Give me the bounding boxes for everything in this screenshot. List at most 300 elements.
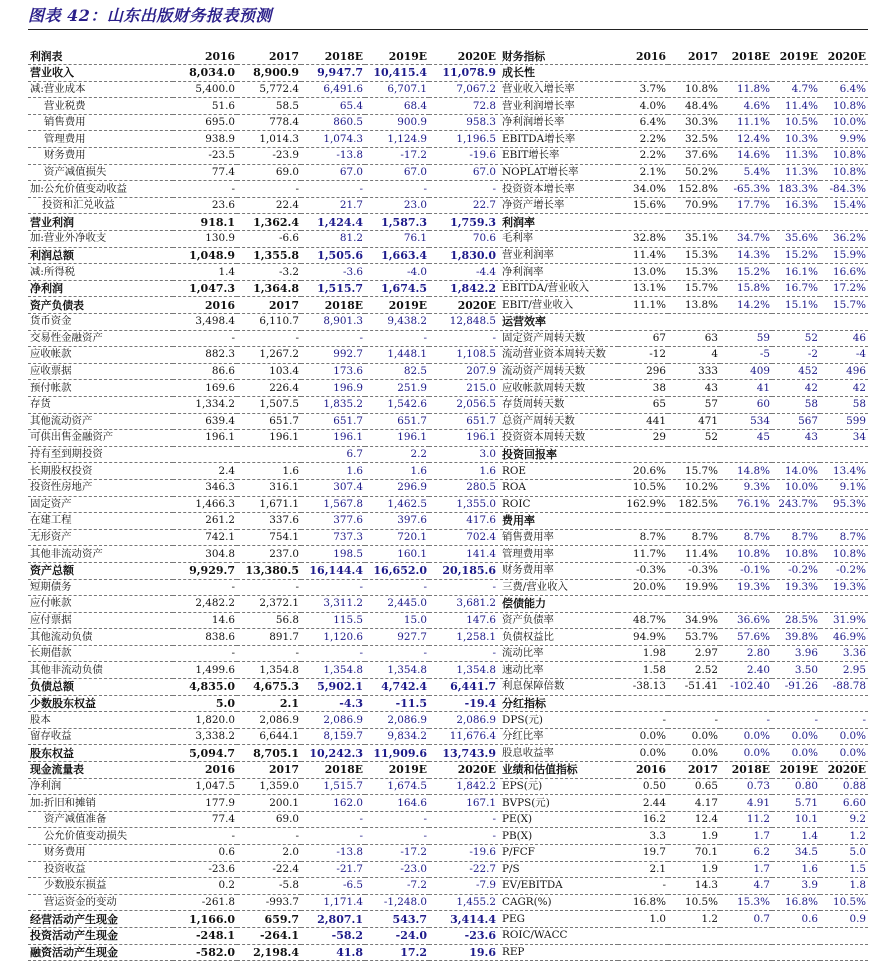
cell-value: 3.7% bbox=[618, 81, 668, 98]
ratio-row bbox=[500, 679, 868, 696]
ratio-row bbox=[500, 695, 868, 712]
cell-value: 0.6 bbox=[173, 845, 237, 862]
cell-value: 39.8% bbox=[772, 629, 820, 646]
row-label: 存货 bbox=[28, 396, 173, 413]
cell-value bbox=[720, 446, 772, 463]
cell-value: 35.1% bbox=[668, 231, 720, 248]
cell-value: 1,334.2 bbox=[173, 396, 237, 413]
cell-value bbox=[820, 314, 868, 331]
cell-value: 737.3 bbox=[301, 529, 365, 546]
row-label: 股息收益率 bbox=[500, 745, 618, 762]
cell-value: - bbox=[429, 330, 498, 347]
cell-value bbox=[772, 214, 820, 231]
cell-value: - bbox=[301, 579, 365, 596]
cell-value: 15.9% bbox=[820, 247, 868, 264]
cell-value: 1,671.1 bbox=[237, 496, 301, 513]
statement-row bbox=[28, 546, 498, 563]
cell-value: 15.0 bbox=[365, 612, 429, 629]
cell-value: 2.1 bbox=[618, 861, 668, 878]
row-label: 投资资本周转天数 bbox=[500, 430, 618, 447]
row-label: 应收帐款周转天数 bbox=[500, 380, 618, 397]
cell-value: 1,120.6 bbox=[301, 629, 365, 646]
row-label: 投资和汇兑收益 bbox=[28, 197, 173, 214]
cell-value: 1.4 bbox=[173, 264, 237, 281]
statement-row bbox=[28, 380, 498, 397]
cell-value: 1,462.5 bbox=[365, 496, 429, 513]
row-label: 营运资金的变动 bbox=[28, 894, 173, 911]
row-label: 短期债务 bbox=[28, 579, 173, 596]
cell-value: 1,354.8 bbox=[365, 662, 429, 679]
cell-value: 3,414.4 bbox=[429, 911, 498, 928]
cell-value: -12 bbox=[618, 347, 668, 364]
cell-value: 377.6 bbox=[301, 513, 365, 530]
statement-row bbox=[28, 463, 498, 480]
cell-value: -22.4 bbox=[237, 861, 301, 878]
row-label: DPS(元) bbox=[500, 712, 618, 729]
cell-value: 103.4 bbox=[237, 363, 301, 380]
cell-value: 196.1 bbox=[301, 430, 365, 447]
cell-value: -65.3% bbox=[720, 181, 772, 198]
cell-value: 130.9 bbox=[173, 231, 237, 248]
cell-value bbox=[668, 214, 720, 231]
cell-value: 34 bbox=[820, 430, 868, 447]
ratio-row bbox=[500, 181, 868, 198]
cell-value: 10.5% bbox=[820, 894, 868, 911]
row-label: ROIC bbox=[500, 496, 618, 513]
cell-value: 5,902.1 bbox=[301, 679, 365, 696]
page-title: 图表 42：山东出版财务报表预测 bbox=[28, 6, 272, 25]
row-label: 股东权益 bbox=[28, 745, 173, 762]
cell-value: 13.0% bbox=[618, 264, 668, 281]
cell-value: 15.6% bbox=[618, 197, 668, 214]
cell-value: 1.0 bbox=[618, 911, 668, 928]
ratio-row bbox=[500, 927, 868, 944]
statement-row bbox=[28, 596, 498, 613]
cell-value: 409 bbox=[720, 363, 772, 380]
cell-value: 2.97 bbox=[668, 645, 720, 662]
cell-value: 243.7% bbox=[772, 496, 820, 513]
cell-value bbox=[668, 944, 720, 961]
statement-row bbox=[28, 811, 498, 828]
cell-value: 67.0 bbox=[301, 164, 365, 181]
statement-row bbox=[28, 114, 498, 131]
ratio-row bbox=[500, 430, 868, 447]
cell-value: 77.4 bbox=[173, 811, 237, 828]
cell-value: 13.4% bbox=[820, 463, 868, 480]
cell-value: 11.3% bbox=[772, 148, 820, 165]
ratio-row bbox=[500, 314, 868, 331]
cell-value: -23.0 bbox=[365, 861, 429, 878]
cell-value: 52 bbox=[772, 330, 820, 347]
statement-row bbox=[28, 529, 498, 546]
cell-value: 6.4% bbox=[618, 114, 668, 131]
cell-value: 173.6 bbox=[301, 363, 365, 380]
row-label: 营业利润 bbox=[28, 214, 173, 231]
row-label: 交易性金融资产 bbox=[28, 330, 173, 347]
cell-value: 162.0 bbox=[301, 795, 365, 812]
cell-value: 1.7 bbox=[720, 861, 772, 878]
cell-value: 0.6 bbox=[772, 911, 820, 928]
cell-value: 45 bbox=[720, 430, 772, 447]
cell-value: 115.5 bbox=[301, 612, 365, 629]
cell-value: 599 bbox=[820, 413, 868, 430]
cell-value: 22.7 bbox=[429, 197, 498, 214]
cell-value: 2016 bbox=[173, 48, 237, 65]
cell-value bbox=[668, 446, 720, 463]
row-label: PE(X) bbox=[500, 811, 618, 828]
statement-row bbox=[28, 98, 498, 115]
cell-value: 237.0 bbox=[237, 546, 301, 563]
statement-row bbox=[28, 778, 498, 795]
row-label: P/FCF bbox=[500, 845, 618, 862]
cell-value: 30.3% bbox=[668, 114, 720, 131]
cell-value: - bbox=[365, 645, 429, 662]
cell-value: -261.8 bbox=[173, 894, 237, 911]
row-label: 偿债能力 bbox=[500, 596, 618, 613]
cell-value: 9,834.2 bbox=[365, 728, 429, 745]
cell-value: 215.0 bbox=[429, 380, 498, 397]
cell-value: 70.6 bbox=[429, 231, 498, 248]
cell-value: 177.9 bbox=[173, 795, 237, 812]
cell-value: 2.80 bbox=[720, 645, 772, 662]
cell-value: 11,078.9 bbox=[429, 65, 498, 82]
cell-value: 43 bbox=[668, 380, 720, 397]
row-label: 持有至到期投资 bbox=[28, 446, 173, 463]
cell-value: 2.95 bbox=[820, 662, 868, 679]
cell-value: 70.9% bbox=[668, 197, 720, 214]
cell-value: - bbox=[429, 811, 498, 828]
cell-value: 1,515.7 bbox=[301, 778, 365, 795]
cell-value bbox=[772, 446, 820, 463]
cell-value: 8.7% bbox=[668, 529, 720, 546]
cell-value: 19.3% bbox=[820, 579, 868, 596]
statement-row bbox=[28, 795, 498, 812]
cell-value bbox=[668, 314, 720, 331]
cell-value: - bbox=[173, 579, 237, 596]
cell-value bbox=[820, 927, 868, 944]
cell-value: 938.9 bbox=[173, 131, 237, 148]
cell-value: 11.4% bbox=[618, 247, 668, 264]
cell-value bbox=[668, 65, 720, 82]
cell-value: - bbox=[429, 579, 498, 596]
cell-value bbox=[720, 596, 772, 613]
cell-value: 11.8% bbox=[720, 81, 772, 98]
ratio-row bbox=[500, 496, 868, 513]
row-label: 经营活动产生现金 bbox=[28, 911, 173, 928]
cell-value: 0.80 bbox=[772, 778, 820, 795]
statement-row bbox=[28, 214, 498, 231]
cell-value: 1,455.2 bbox=[429, 894, 498, 911]
row-label: ROA bbox=[500, 479, 618, 496]
row-label: EBITDA增长率 bbox=[500, 131, 618, 148]
cell-value: 441 bbox=[618, 413, 668, 430]
cell-value: - bbox=[365, 828, 429, 845]
cell-value: 0.65 bbox=[668, 778, 720, 795]
cell-value: 2016 bbox=[173, 762, 237, 779]
cell-value bbox=[720, 214, 772, 231]
ratio-row bbox=[500, 845, 868, 862]
cell-value: 8.7% bbox=[618, 529, 668, 546]
cell-value: -51.41 bbox=[668, 679, 720, 696]
cell-value: 11.7% bbox=[618, 546, 668, 563]
cell-value: 58 bbox=[820, 396, 868, 413]
cell-value: 2019E bbox=[365, 297, 429, 314]
cell-value: -19.4 bbox=[429, 695, 498, 712]
cell-value: 8,901.3 bbox=[301, 314, 365, 331]
cell-value: 4,742.4 bbox=[365, 679, 429, 696]
cell-value: 17.2 bbox=[365, 944, 429, 961]
cell-value: 207.9 bbox=[429, 363, 498, 380]
cell-value: 754.1 bbox=[237, 529, 301, 546]
statement-row bbox=[28, 181, 498, 198]
cell-value: 22.4 bbox=[237, 197, 301, 214]
ratio-row bbox=[500, 131, 868, 148]
cell-value: 2018E bbox=[720, 762, 772, 779]
cell-value: 19.3% bbox=[720, 579, 772, 596]
cell-value: -17.2 bbox=[365, 148, 429, 165]
cell-value: 2017 bbox=[237, 297, 301, 314]
cell-value: 2,086.9 bbox=[301, 712, 365, 729]
cell-value: 2020E bbox=[429, 297, 498, 314]
ratio-row bbox=[500, 65, 868, 82]
cell-value: 8.7% bbox=[820, 529, 868, 546]
cell-value: 1.6 bbox=[237, 463, 301, 480]
cell-value: 6,441.7 bbox=[429, 679, 498, 696]
cell-value: 2020E bbox=[820, 48, 868, 65]
cell-value: 2018E bbox=[301, 762, 365, 779]
cell-value: 57.6% bbox=[720, 629, 772, 646]
cell-value: 10.2% bbox=[668, 479, 720, 496]
row-label: 三费/营业收入 bbox=[500, 579, 618, 596]
cell-value bbox=[668, 596, 720, 613]
cell-value: 2020E bbox=[820, 762, 868, 779]
cell-value: 2.52 bbox=[668, 662, 720, 679]
ratio-row bbox=[500, 811, 868, 828]
cell-value: 19.9% bbox=[668, 579, 720, 596]
cell-value: 2019E bbox=[772, 762, 820, 779]
statement-row bbox=[28, 745, 498, 762]
row-label: 加:公允价值变动收益 bbox=[28, 181, 173, 198]
cell-value: 333 bbox=[668, 363, 720, 380]
ratio-row bbox=[500, 297, 868, 314]
cell-value: 261.2 bbox=[173, 513, 237, 530]
cell-value: 12.4 bbox=[668, 811, 720, 828]
row-label: 公允价值变动损失 bbox=[28, 828, 173, 845]
cell-value: 67 bbox=[618, 330, 668, 347]
row-label: 流动营业资本周转天数 bbox=[500, 347, 618, 364]
row-label: 应付票据 bbox=[28, 612, 173, 629]
cell-value: 927.7 bbox=[365, 629, 429, 646]
cell-value: 53.7% bbox=[668, 629, 720, 646]
cell-value: 81.2 bbox=[301, 231, 365, 248]
row-label: 销售费用 bbox=[28, 114, 173, 131]
row-label: 无形资产 bbox=[28, 529, 173, 546]
ratio-row bbox=[500, 164, 868, 181]
row-label: 融资活动产生现金 bbox=[28, 944, 173, 961]
cell-value: 9.3% bbox=[720, 479, 772, 496]
cell-value: 2018E bbox=[301, 48, 365, 65]
cell-value: 651.7 bbox=[365, 413, 429, 430]
row-label: 货币资金 bbox=[28, 314, 173, 331]
cell-value: 4 bbox=[668, 347, 720, 364]
row-label: 利息保障倍数 bbox=[500, 679, 618, 696]
cell-value: 1,674.5 bbox=[365, 778, 429, 795]
cell-value: 1.2 bbox=[668, 911, 720, 928]
cell-value: -264.1 bbox=[237, 927, 301, 944]
cell-value: 15.3% bbox=[720, 894, 772, 911]
statement-row bbox=[28, 911, 498, 928]
cell-value: - bbox=[301, 181, 365, 198]
cell-value: -4.0 bbox=[365, 264, 429, 281]
cell-value: 70.1 bbox=[668, 845, 720, 862]
cell-value: 838.6 bbox=[173, 629, 237, 646]
row-label: 费用率 bbox=[500, 513, 618, 530]
cell-value: 36.6% bbox=[720, 612, 772, 629]
statement-row bbox=[28, 944, 498, 961]
cell-value: 296.9 bbox=[365, 479, 429, 496]
cell-value: 3,681.2 bbox=[429, 596, 498, 613]
cell-value: 4,835.0 bbox=[173, 679, 237, 696]
cell-value: - bbox=[237, 330, 301, 347]
row-label: 资产总额 bbox=[28, 562, 173, 579]
cell-value: -58.2 bbox=[301, 927, 365, 944]
cell-value bbox=[618, 695, 668, 712]
cell-value: 2,056.5 bbox=[429, 396, 498, 413]
cell-value: 14.8% bbox=[720, 463, 772, 480]
cell-value: 651.7 bbox=[237, 413, 301, 430]
cell-value: 1.98 bbox=[618, 645, 668, 662]
ratio-row bbox=[500, 728, 868, 745]
statement-row bbox=[28, 894, 498, 911]
cell-value: 56.8 bbox=[237, 612, 301, 629]
cell-value: 2,086.9 bbox=[237, 712, 301, 729]
cell-value: 15.7% bbox=[668, 280, 720, 297]
cell-value bbox=[668, 513, 720, 530]
row-label: EV/EBITDA bbox=[500, 878, 618, 895]
cell-value: 10.5% bbox=[618, 479, 668, 496]
cell-value: 337.6 bbox=[237, 513, 301, 530]
row-label: PEG bbox=[500, 911, 618, 928]
cell-value: 1,759.3 bbox=[429, 214, 498, 231]
cell-value: 1,448.1 bbox=[365, 347, 429, 364]
cell-value: -22.7 bbox=[429, 861, 498, 878]
cell-value: 0.73 bbox=[720, 778, 772, 795]
cell-value: 860.5 bbox=[301, 114, 365, 131]
cell-value: -6.6 bbox=[237, 231, 301, 248]
cell-value: 304.8 bbox=[173, 546, 237, 563]
ratio-row bbox=[500, 828, 868, 845]
cell-value: 69.0 bbox=[237, 811, 301, 828]
cell-value: 2020E bbox=[429, 762, 498, 779]
cell-value: 452 bbox=[772, 363, 820, 380]
cell-value: 46.9% bbox=[820, 629, 868, 646]
cell-value: - bbox=[173, 181, 237, 198]
cell-value: 4,675.3 bbox=[237, 679, 301, 696]
row-label: EBITDA/营业收入 bbox=[500, 280, 618, 297]
cell-value: - bbox=[301, 645, 365, 662]
cell-value: 50.2% bbox=[668, 164, 720, 181]
cell-value: 67.0 bbox=[429, 164, 498, 181]
cell-value: 2018E bbox=[301, 297, 365, 314]
cell-value: 167.1 bbox=[429, 795, 498, 812]
statement-row bbox=[28, 48, 498, 65]
cell-value: 778.4 bbox=[237, 114, 301, 131]
statement-row bbox=[28, 231, 498, 248]
cell-value: 2,086.9 bbox=[365, 712, 429, 729]
cell-value: -88.78 bbox=[820, 679, 868, 696]
cell-value bbox=[720, 944, 772, 961]
row-label: REP bbox=[500, 944, 618, 961]
row-label: 负债总额 bbox=[28, 679, 173, 696]
cell-value: 1.7 bbox=[720, 828, 772, 845]
row-label: 其他流动资产 bbox=[28, 413, 173, 430]
cell-value: 8.7% bbox=[772, 529, 820, 546]
cell-value: 48.7% bbox=[618, 612, 668, 629]
cell-value: -23.5 bbox=[173, 148, 237, 165]
cell-value: 4.91 bbox=[720, 795, 772, 812]
cell-value: 1,196.5 bbox=[429, 131, 498, 148]
cell-value bbox=[618, 65, 668, 82]
cell-value: 72.8 bbox=[429, 98, 498, 115]
cell-value: 3.3 bbox=[618, 828, 668, 845]
cell-value: - bbox=[429, 828, 498, 845]
cell-value: 0.0% bbox=[618, 728, 668, 745]
cell-value: 1.2 bbox=[820, 828, 868, 845]
cell-value: - bbox=[429, 645, 498, 662]
cell-value: 35.6% bbox=[772, 231, 820, 248]
cell-value: 5,772.4 bbox=[237, 81, 301, 98]
cell-value: - bbox=[301, 330, 365, 347]
cell-value: 19.7 bbox=[618, 845, 668, 862]
cell-value: 2.40 bbox=[720, 662, 772, 679]
cell-value bbox=[618, 214, 668, 231]
cell-value: - bbox=[301, 811, 365, 828]
cell-value: 5,400.0 bbox=[173, 81, 237, 98]
cell-value: 3.96 bbox=[772, 645, 820, 662]
cell-value: -0.2% bbox=[820, 562, 868, 579]
financial-ratios-table bbox=[500, 48, 868, 961]
cell-value bbox=[820, 596, 868, 613]
ratio-row bbox=[500, 762, 868, 779]
statement-row bbox=[28, 396, 498, 413]
cell-value bbox=[772, 944, 820, 961]
cell-value: 11,676.4 bbox=[429, 728, 498, 745]
cell-value: 5.4% bbox=[720, 164, 772, 181]
cell-value: 57 bbox=[668, 396, 720, 413]
cell-value bbox=[820, 944, 868, 961]
ratio-row bbox=[500, 612, 868, 629]
cell-value: 15.2% bbox=[772, 247, 820, 264]
row-label: CAGR(%) bbox=[500, 894, 618, 911]
ratio-row bbox=[500, 795, 868, 812]
cell-value: 15.3% bbox=[668, 264, 720, 281]
cell-value: - bbox=[365, 330, 429, 347]
cell-value: 0.0% bbox=[772, 728, 820, 745]
cell-value bbox=[772, 695, 820, 712]
ratio-row bbox=[500, 894, 868, 911]
cell-value: 141.4 bbox=[429, 546, 498, 563]
cell-value: 10.5% bbox=[772, 114, 820, 131]
row-label: 投资活动产生现金 bbox=[28, 927, 173, 944]
cell-value: 695.0 bbox=[173, 114, 237, 131]
cell-value bbox=[668, 927, 720, 944]
cell-value: 9,929.7 bbox=[173, 562, 237, 579]
cell-value: 183.3% bbox=[772, 181, 820, 198]
cell-value: 82.5 bbox=[365, 363, 429, 380]
cell-value: - bbox=[237, 181, 301, 198]
cell-value: 3.36 bbox=[820, 645, 868, 662]
row-label: 应付帐款 bbox=[28, 596, 173, 613]
